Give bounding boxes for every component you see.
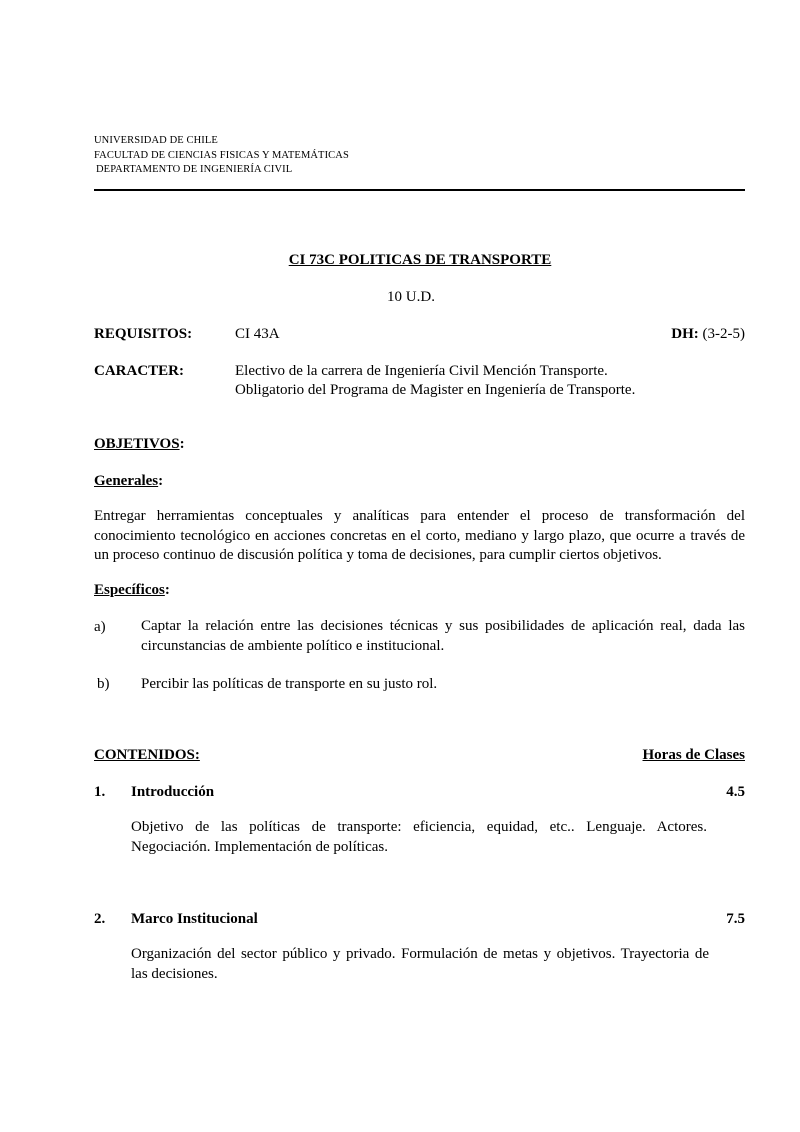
dh-field bbox=[671, 324, 745, 344]
caracter-line-1: Electivo de la carrera de Ingeniería Civil Mención Transporte. bbox=[235, 363, 608, 379]
section-1-description bbox=[131, 818, 707, 857]
section-1-number: 1. bbox=[94, 784, 106, 800]
requisitos-value: CI 43A bbox=[235, 326, 280, 342]
section-1-line-2: Negociación. Implementación de políticas. bbox=[131, 838, 388, 855]
dh-value: (3-2-5) bbox=[702, 326, 745, 342]
generales-line-2: conocimiento tecnológico en acciones concretas en el corto, mediano y largo plazo, que ocurre a través de bbox=[94, 527, 745, 544]
generales-heading: Generales: bbox=[94, 473, 164, 489]
section-2-hours: 7.5 bbox=[726, 911, 745, 927]
list-item-a bbox=[141, 617, 745, 656]
section-2-title: Marco Institucional bbox=[131, 911, 258, 927]
generales-paragraph bbox=[94, 507, 745, 566]
department-name: DEPARTAMENTO DE INGENIERÍA CIVIL bbox=[96, 164, 293, 175]
header-rule bbox=[94, 189, 745, 191]
contenidos-heading: CONTENIDOS: bbox=[94, 747, 200, 763]
dh-label: DH: bbox=[671, 326, 699, 342]
section-1-title: Introducción bbox=[131, 784, 215, 800]
especificos-heading: Específicos: bbox=[94, 582, 170, 598]
requisitos-label: REQUISITOS: bbox=[94, 326, 193, 342]
caracter-label: CARACTER: bbox=[94, 363, 184, 379]
section-1-hours: 4.5 bbox=[726, 784, 745, 800]
generales-line-1: Entregar herramientas conceptuales y analíticas para entender el proceso de transformación del bbox=[94, 508, 745, 524]
list-item-a-line-1: Captar la relación entre las decisiones técnicas y sus posibilidades de aplicación real, dada las bbox=[141, 618, 745, 634]
course-units: 10 U.D. bbox=[387, 289, 435, 305]
section-2-description bbox=[131, 945, 709, 984]
section-2-line-1: Organización del sector público y privado. Formulación de metas y objetivos. Trayectoria de bbox=[131, 946, 709, 962]
section-1-line-1: Objetivo de las políticas de transporte: eficiencia, equidad, etc.. Lenguaje. Actores. bbox=[131, 819, 707, 835]
list-item-b: Percibir las políticas de transporte en su justo rol. bbox=[141, 676, 438, 692]
list-item-marker-a: a) bbox=[94, 619, 106, 635]
section-2-number: 2. bbox=[94, 911, 106, 927]
section-2-line-2: las decisiones. bbox=[131, 965, 218, 982]
faculty-name: FACULTAD DE CIENCIAS FISICAS Y MATEMÁTICAS bbox=[94, 150, 349, 161]
course-title: CI 73C POLITICAS DE TRANSPORTE bbox=[288, 252, 552, 268]
university-name: UNIVERSIDAD DE CHILE bbox=[94, 135, 218, 146]
list-item-marker-b: b) bbox=[97, 676, 110, 692]
hours-heading: Horas de Clases bbox=[642, 747, 745, 763]
list-item-a-line-2: circunstancias de ambiente político e institucional. bbox=[141, 637, 445, 654]
objetivos-heading: OBJETIVOS: bbox=[94, 436, 185, 452]
generales-line-3: un proceso continuo de discusión política y toma de decisiones, para cumplir ciertos objetivos. bbox=[94, 547, 662, 563]
caracter-line-2: Obligatorio del Programa de Magister en Ingeniería de Transporte. bbox=[235, 382, 636, 398]
